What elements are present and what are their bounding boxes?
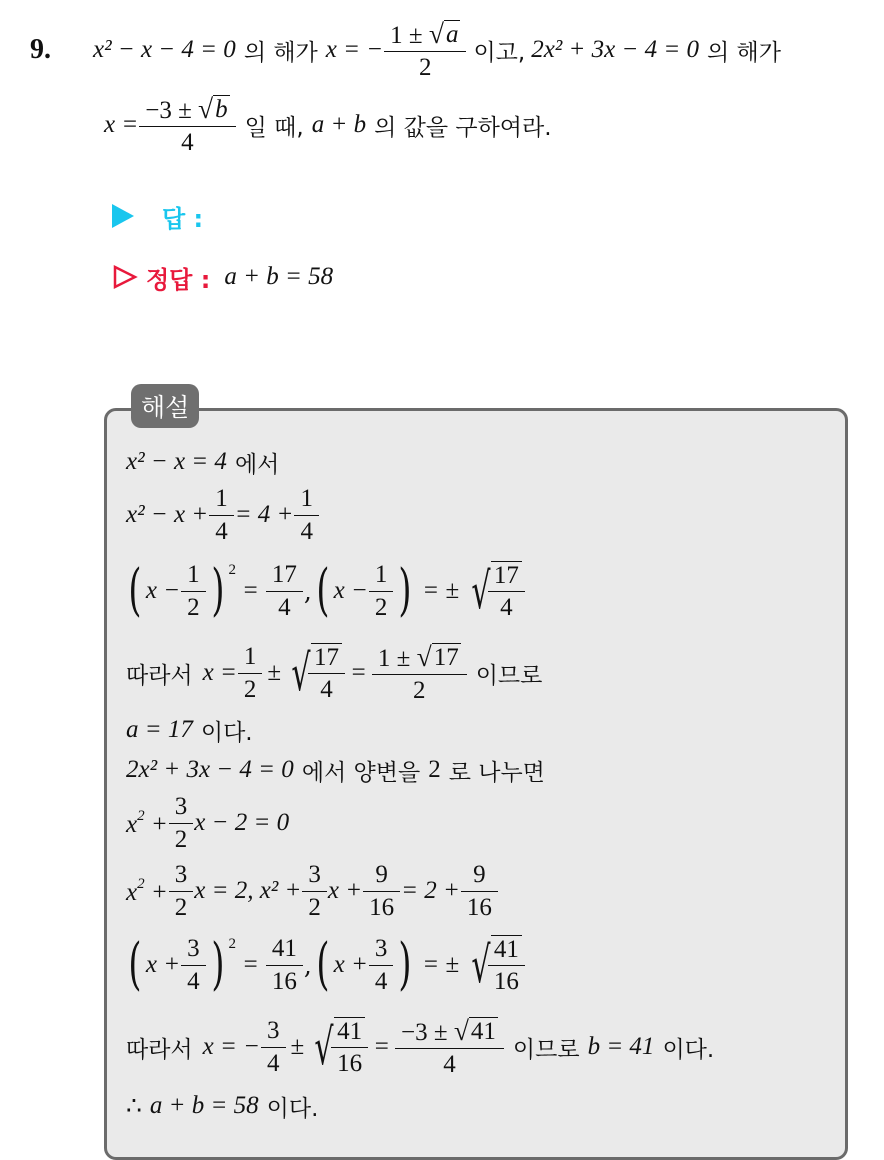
- sol-text: 이다.: [662, 1036, 715, 1063]
- sol-line-7: $x^2$ + $\frac{3}{2}$ x − 2 = 0: [126, 793, 290, 853]
- frac-bottom: 2: [372, 674, 467, 705]
- play-arrow-icon: [112, 204, 134, 228]
- sol-line-9: ( x + $\frac{3}{4}$ ) $^2$ = $\frac{41}{16}$ , ( x + $\frac{3}{4}$ ) = ± √ $\frac{41}{16}$: [124, 930, 526, 1000]
- sol-text: 이다.: [266, 1095, 319, 1122]
- fraction-3-4: $\frac{3}{4}$: [264, 1017, 283, 1077]
- fraction-3-2: $\frac{3}{2}$: [305, 861, 324, 921]
- sol-math: 2x² + 3x − 4 = 0: [126, 756, 294, 783]
- fraction-1-4: $\frac{1}{4}$: [212, 485, 231, 545]
- correct-answer-label: 정답 :: [146, 265, 211, 294]
- sol-math: x² − x +: [126, 501, 209, 528]
- connector: 이고,: [473, 39, 526, 66]
- fraction-1-4: $\frac{1}{4}$: [297, 485, 316, 545]
- x-equals: x = −: [325, 36, 384, 63]
- left-paren: (: [128, 932, 142, 997]
- question-expr: a + b: [311, 111, 367, 138]
- frac-bottom: 16: [266, 965, 303, 996]
- radicand-b: b: [215, 96, 228, 124]
- frac-top: −3 ±: [400, 1018, 448, 1046]
- fraction-9-16: $\frac{9}{16}$: [366, 861, 397, 921]
- problem-number: 9.: [30, 34, 51, 65]
- sol-text: 이다.: [200, 719, 253, 746]
- sol-text: 로 나누면: [448, 759, 545, 786]
- sol-line-1: [126, 444, 279, 480]
- problem-line-2: [104, 92, 552, 156]
- fraction-3-2: $\frac{3}{2}$: [172, 793, 191, 853]
- left-paren: (: [316, 932, 330, 997]
- equation-1: x² − x − 4 = 0: [93, 36, 236, 63]
- equation-2: 2x² + 3x − 4 = 0: [531, 36, 700, 63]
- fraction-17-4-rad: $\frac{17}{4}$: [311, 643, 342, 704]
- sol-math: x² − x = 4: [126, 448, 227, 475]
- fraction-1-2: [241, 643, 260, 703]
- sol-math: x = −: [202, 1033, 260, 1060]
- frac-top: −3 ±: [145, 96, 192, 124]
- sol-line-10: 따라서 x = − $\frac{3}{4}$ ± √ $\frac{41}{16}$ = −3 ± √ 41 4 이므로 b = 41 이다.: [126, 1014, 715, 1078]
- radicand: 17: [433, 644, 459, 672]
- right-paren: ): [210, 932, 225, 997]
- sol-math: =: [241, 577, 259, 604]
- fraction-sqrt-a: 1 ± √ a 2: [387, 19, 463, 82]
- left-paren: (: [316, 558, 330, 623]
- sol-line-5: [126, 712, 253, 748]
- sol-math: ±: [267, 659, 282, 686]
- sol-math: x − 2 = 0: [194, 809, 290, 836]
- fraction-1-2: $\frac{1}{2}$: [184, 561, 203, 621]
- fraction-result-a: 1 ± √ 17 2: [375, 642, 464, 705]
- correct-answer-row: [112, 260, 333, 294]
- sol-text: 에서 양변을: [301, 759, 421, 786]
- left-paren: (: [128, 558, 142, 623]
- radical-sign: √: [314, 1018, 334, 1076]
- therefore-symbol: ∴: [126, 1093, 142, 1120]
- problem-line-1: [30, 17, 781, 81]
- fraction-41-16-rad: $\frac{41}{16}$: [491, 935, 522, 996]
- fraction-1-2: $\frac{1}{2}$: [372, 561, 391, 621]
- particle-2: 의 해가: [707, 39, 781, 66]
- sol-math: = 2 +: [401, 877, 460, 904]
- solution-tab: 해설: [131, 384, 199, 428]
- frac-bottom: 2: [238, 673, 263, 704]
- fraction-17-4-rad: $\frac{17}{4}$: [491, 561, 522, 622]
- radical-sign: √: [291, 644, 311, 702]
- radicand: 41: [470, 1018, 496, 1046]
- frac-top: 17: [271, 561, 297, 588]
- sol-math: =: [349, 659, 367, 686]
- fraction-3-2: $\frac{3}{2}$: [172, 861, 191, 921]
- fraction-result-b: −3 ± √ 41 4: [398, 1016, 501, 1079]
- right-paren: ): [210, 558, 225, 623]
- right-paren: ): [398, 932, 412, 997]
- sol-math: a = 17: [126, 716, 193, 743]
- sol-text: 따라서: [126, 1036, 193, 1063]
- frac-bottom: 4: [139, 126, 235, 157]
- frac-top: 1 ±: [377, 644, 411, 672]
- sol-text: 이므로: [475, 662, 543, 689]
- outline-arrow-icon: [112, 264, 138, 290]
- question-tail: 일 때,: [244, 114, 304, 141]
- radical-sign: √: [471, 562, 491, 620]
- fraction-17-4: [269, 561, 300, 621]
- radical-sign: √: [471, 936, 491, 994]
- sol-math: 2: [428, 756, 441, 783]
- question-end: 의 값을 구하여라.: [374, 114, 552, 141]
- sol-math: = 4 +: [234, 501, 294, 528]
- fraction-41-16: [269, 935, 300, 995]
- particle: 의 해가: [243, 39, 318, 66]
- sol-line-6: [126, 752, 545, 788]
- sol-math: x =: [202, 659, 237, 686]
- sol-line-11: [126, 1088, 318, 1124]
- sol-line-8: $x^2$ + $\frac{3}{2}$ x = 2, x² + $\frac{3}{2}$ x + $\frac{9}{16}$ = 2 + $\frac{9}{16}$: [126, 858, 499, 924]
- frac-bottom: 2: [384, 51, 466, 82]
- frac-top: 1: [243, 643, 257, 670]
- frac-top: 1 ±: [390, 21, 423, 49]
- frac-bottom: 4: [395, 1048, 504, 1079]
- right-paren: ): [398, 558, 412, 623]
- radicand-a: a: [445, 21, 459, 49]
- sol-line-3: ( x − $\frac{1}{2}$ ) $^2$ = $\frac{17}{4}$ , ( x − $\frac{1}{2}$ ) = ± √ $\frac{17}{4}$: [124, 556, 526, 626]
- fraction-sqrt-b: −3 ± √ b 4: [142, 94, 232, 157]
- fraction-41-16-rad: $\frac{41}{16}$: [334, 1017, 365, 1078]
- frac-bottom: 4: [266, 591, 303, 622]
- fraction-3-4: $\frac{3}{4}$: [372, 935, 391, 995]
- fraction-3-4: $\frac{3}{4}$: [184, 935, 203, 995]
- x-equals-2: x =: [104, 111, 139, 138]
- answer-label: 답 :: [162, 204, 204, 233]
- sol-text: 따라서: [126, 662, 193, 689]
- frac-top: 41: [271, 935, 297, 962]
- sol-math: a + b = 58: [149, 1092, 259, 1119]
- sol-text: 에서: [234, 451, 280, 478]
- fraction-9-16: $\frac{9}{16}$: [464, 861, 495, 921]
- sol-line-2: [126, 484, 320, 546]
- sol-text: 이므로: [512, 1036, 580, 1063]
- correct-answer-value: a + b = 58: [224, 263, 334, 290]
- answer-row: [112, 200, 203, 232]
- sol-line-4: [126, 640, 542, 706]
- sol-math: b = 41: [587, 1033, 655, 1060]
- sol-math: x = 2, x² +: [194, 877, 302, 904]
